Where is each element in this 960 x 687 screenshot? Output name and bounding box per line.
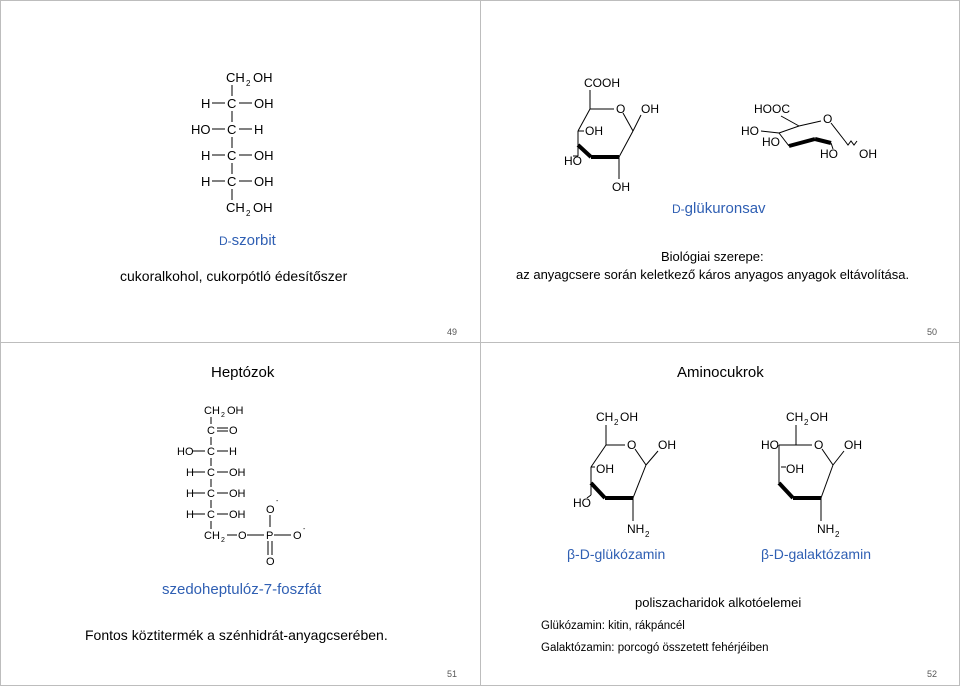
s49-oh-bottom: OH	[253, 200, 273, 215]
s49-r4-right: OH	[254, 174, 274, 189]
s50-chair-ho3: HO	[820, 147, 838, 161]
glc-oh-inner: OH	[596, 462, 614, 476]
page-number-50: 50	[927, 327, 938, 337]
s50-ho: HO	[564, 154, 582, 168]
s51-minus-top: -	[276, 498, 279, 505]
s51-keto-c: C	[207, 425, 215, 437]
galactosamine-name: β-D-galaktózamin	[761, 546, 871, 562]
s49-r2-right: H	[254, 122, 264, 137]
s49-r4-left: H	[201, 174, 211, 189]
glucuronic-haworth-bold-edge	[578, 145, 619, 157]
s51-r2-right: OH	[229, 467, 246, 479]
heptoses-title: Heptózok	[211, 364, 275, 381]
s49-r1-right: OH	[254, 96, 274, 111]
s51-r3-right: OH	[229, 488, 246, 500]
s51-r3-left: H	[186, 488, 194, 500]
glucuronic-name-text: glükuronsav	[684, 200, 766, 217]
s51-r4-right: OH	[229, 509, 246, 521]
glucosamine-structure	[573, 410, 676, 539]
glucosamine-bold-edge	[591, 483, 633, 498]
s49-ch2-bottom: CH	[226, 200, 245, 215]
glucuronic-haworth-bonds	[573, 90, 641, 179]
gal-ho: HO	[761, 438, 779, 452]
sorbitol-name	[219, 232, 276, 249]
glucuronic-chair-bold-edge	[789, 139, 831, 146]
s50-oh-bottom: OH	[612, 180, 630, 194]
s49-r1-c: C	[227, 96, 237, 111]
s49-r2-c: C	[227, 122, 237, 137]
glucuronic-name	[672, 200, 766, 217]
s51-minus-right: -	[303, 526, 306, 533]
glc-ch2-sub: 2	[614, 418, 619, 427]
galactosamine-structure	[761, 410, 862, 539]
page-number-49: 49	[447, 327, 458, 337]
gal-oh-top: OH	[810, 410, 828, 424]
s51-r1-c: C	[207, 446, 215, 458]
s50-cooh: COOH	[584, 76, 620, 90]
s49-r1-left: H	[201, 96, 211, 111]
s51-keto-o: O	[229, 425, 238, 437]
glucuronic-name-prefix: D-	[672, 202, 685, 216]
s50-oh-inner: OH	[585, 124, 603, 138]
role-title: Biológiai szerepe:	[661, 249, 764, 264]
gal-ch2: CH	[786, 410, 804, 424]
slide-52	[480, 342, 960, 686]
s51-ch2-bottom: CH	[204, 530, 220, 542]
glc-nh: NH	[627, 522, 645, 536]
slide-50	[480, 0, 960, 343]
aminosugar-line-2: Galaktózamin: porcogó összetett fehérjéiben	[541, 642, 769, 654]
s50-o: O	[616, 102, 626, 116]
sorbitol-structure	[1, 1, 482, 344]
glc-nh-sub: 2	[645, 530, 650, 539]
s49-r3-c: C	[227, 148, 237, 163]
galactosamine-bold-edge	[779, 483, 821, 498]
page-number-52: 52	[927, 669, 938, 679]
gal-o: O	[814, 438, 824, 452]
s51-o-bottom: O	[266, 556, 275, 568]
s49-oh-top: OH	[253, 70, 273, 85]
s49-ch2-top-sub: 2	[246, 79, 251, 88]
aminosugar-subtitle: poliszacharidok alkotóelemei	[635, 595, 802, 610]
gal-nh: NH	[817, 522, 835, 536]
s51-ester-o: O	[238, 530, 247, 542]
slide-51	[0, 342, 481, 686]
s49-r3-left: H	[201, 148, 211, 163]
s51-o-right: O	[293, 530, 302, 542]
s51-r1-left: HO	[177, 446, 194, 458]
s51-r4-c: C	[207, 509, 215, 521]
role-text: az anyagcsere során keletkező káros anyagos anyagok eltávolítása.	[516, 267, 910, 282]
s49-r4-c: C	[227, 174, 237, 189]
gal-oh-right: OH	[844, 438, 862, 452]
s51-ch2-top: CH	[204, 405, 220, 417]
s49-ch2-bottom-sub: 2	[246, 209, 251, 218]
s50-chair-o: O	[823, 112, 833, 126]
s51-r4-left: H	[186, 509, 194, 521]
s51-r2-left: H	[186, 467, 194, 479]
s50-chair-ho1: HO	[741, 124, 759, 138]
s51-oh-top: OH	[227, 405, 244, 417]
page-number-51: 51	[447, 669, 458, 679]
s50-oh-right: OH	[641, 102, 659, 116]
s51-r1-right: H	[229, 446, 237, 458]
s49-r2-left: HO	[191, 122, 211, 137]
glucosamine-name: β-D-glükózamin	[567, 546, 666, 562]
sorbitol-name-prefix: D-	[219, 234, 232, 248]
glc-ch2: CH	[596, 410, 614, 424]
glc-oh-top: OH	[620, 410, 638, 424]
aminosugar-structures	[481, 343, 960, 687]
glucuronic-acid-structures	[481, 1, 960, 344]
s51-ch2-bottom-sub: 2	[221, 537, 225, 544]
aminosugar-line-1: Glükózamin: kitin, rákpáncél	[541, 620, 685, 632]
s51-r3-c: C	[207, 488, 215, 500]
s51-ch2-top-sub: 2	[221, 412, 225, 419]
s51-r2-c: C	[207, 467, 215, 479]
aminosugars-title: Aminocukrok	[677, 364, 764, 381]
glc-o: O	[627, 438, 637, 452]
s50-chair-ho2: HO	[762, 135, 780, 149]
gal-nh-sub: 2	[835, 530, 840, 539]
sedoheptulose-name: szedoheptulóz-7-foszfát	[162, 581, 322, 598]
s50-hooc: HOOC	[754, 102, 790, 116]
sorbitol-description: cukoralkohol, cukorpótló édesítőszer	[120, 268, 348, 284]
sorbitol-name-text: szorbit	[231, 232, 276, 249]
sedoheptulose-description: Fontos köztitermék a szénhidrát-anyagcserében.	[85, 627, 388, 643]
s51-o-top: O	[266, 504, 275, 516]
s49-ch2-top: CH	[226, 70, 245, 85]
gal-ch2-sub: 2	[804, 418, 809, 427]
s51-p: P	[266, 530, 274, 542]
glc-ho: HO	[573, 496, 591, 510]
glc-oh-right: OH	[658, 438, 676, 452]
gal-oh-inner: OH	[786, 462, 804, 476]
s50-chair-oh: OH	[859, 147, 877, 161]
s49-r3-right: OH	[254, 148, 274, 163]
slide-49	[0, 0, 481, 343]
